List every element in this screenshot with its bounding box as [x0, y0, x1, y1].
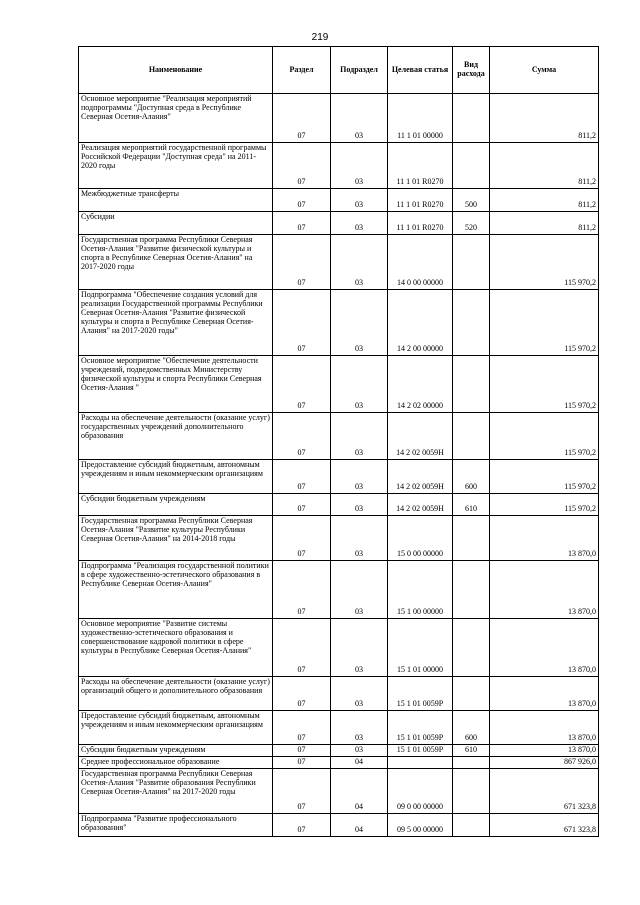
row-section: 07	[273, 619, 331, 677]
row-section: 07	[273, 212, 331, 235]
row-exp-type	[453, 619, 490, 677]
row-subsection: 03	[331, 745, 388, 757]
table-row	[79, 235, 599, 290]
row-name: Подпрограмма "Реализация государственной политики в сфере художественно-эстетического образования в Республике Северная Осетия-Алания"	[79, 561, 273, 619]
table-row	[79, 561, 599, 619]
row-subsection: 03	[331, 677, 388, 711]
row-target: 14 2 00 00000	[388, 290, 453, 356]
row-exp-type	[453, 356, 490, 413]
row-subsection: 03	[331, 235, 388, 290]
row-target: 15 0 00 00000	[388, 516, 453, 561]
column-header-name: Наименование	[79, 47, 273, 94]
row-amount: 115 970,2	[490, 290, 599, 356]
row-name: Субсидии	[79, 212, 273, 235]
row-subsection: 04	[331, 814, 388, 837]
row-exp-type: 500	[453, 189, 490, 212]
row-name: Реализация мероприятий государственной программы Российской Федерации "Доступная среда" на 2011-2020 годы	[79, 143, 273, 189]
table-row	[79, 356, 599, 413]
row-name: Предоставление субсидий бюджетным, автономным учреждениям и иным некоммерческим организациям	[79, 460, 273, 494]
row-name: Субсидии бюджетным учреждениям	[79, 745, 273, 757]
row-target: 11 1 01 R0270	[388, 189, 453, 212]
table-row	[79, 413, 599, 460]
column-header-target: Целевая статья	[388, 47, 453, 94]
row-name: Подпрограмма "Обеспечение создания условий для реализации Государственной программы Республики Северная Осетия-Алания "Развитие физической культуры и спорта в Республике Северная Осетия-Алания" на 2017-2020 годы"	[79, 290, 273, 356]
row-subsection: 03	[331, 290, 388, 356]
table-row	[79, 757, 599, 769]
column-header-amount: Сумма	[490, 47, 599, 94]
row-target: 14 2 02 0059Н	[388, 494, 453, 516]
row-section: 07	[273, 677, 331, 711]
row-exp-type	[453, 94, 490, 143]
row-exp-type	[453, 413, 490, 460]
row-exp-type: 610	[453, 494, 490, 516]
row-name: Субсидии бюджетным учреждениям	[79, 494, 273, 516]
row-amount: 13 870,0	[490, 745, 599, 757]
table-row	[79, 212, 599, 235]
row-amount: 811,2	[490, 143, 599, 189]
row-name: Межбюджетные трансферты	[79, 189, 273, 212]
row-section: 07	[273, 745, 331, 757]
row-target: 11 1 01 00000	[388, 94, 453, 143]
table-row	[79, 677, 599, 711]
row-exp-type	[453, 516, 490, 561]
row-section: 07	[273, 235, 331, 290]
row-exp-type: 610	[453, 745, 490, 757]
row-subsection: 04	[331, 769, 388, 814]
row-target: 15 1 01 0059Р	[388, 711, 453, 745]
row-exp-type: 520	[453, 212, 490, 235]
table-row	[79, 516, 599, 561]
row-section: 07	[273, 516, 331, 561]
row-section: 07	[273, 757, 331, 769]
table-row	[79, 189, 599, 212]
row-exp-type	[453, 235, 490, 290]
row-name: Предоставление субсидий бюджетным, автономным учреждениям и иным некоммерческим организациям	[79, 711, 273, 745]
row-target: 15 1 01 0059Р	[388, 677, 453, 711]
row-subsection: 03	[331, 413, 388, 460]
row-target: 14 2 02 0059Н	[388, 460, 453, 494]
row-target: 09 5 00 00000	[388, 814, 453, 837]
row-target: 09 0 00 00000	[388, 769, 453, 814]
row-amount: 115 970,2	[490, 460, 599, 494]
table-row	[79, 94, 599, 143]
row-name: Государственная программа Республики Северная Осетия-Алания "Развитие образования Республики Северная Осетия-Алания" на 2017-2020 годы	[79, 769, 273, 814]
table-row	[79, 769, 599, 814]
row-section: 07	[273, 561, 331, 619]
row-name: Основное мероприятие "Реализация мероприятий подпрограммы "Доступная среда в Республике Северная Осетия-Алания"	[79, 94, 273, 143]
row-subsection: 03	[331, 94, 388, 143]
row-target: 15 1 00 00000	[388, 561, 453, 619]
table-header-row	[79, 47, 599, 94]
row-exp-type: 600	[453, 460, 490, 494]
row-name: Государственная программа Республики Северная Осетия-Алания "Развитие физической культуры и спорта в Республике Северная Осетия-Алания" на 2017-2020 годы	[79, 235, 273, 290]
row-amount: 811,2	[490, 189, 599, 212]
table-row	[79, 619, 599, 677]
table-row	[79, 745, 599, 757]
row-section: 07	[273, 494, 331, 516]
row-subsection: 03	[331, 561, 388, 619]
row-amount: 671 323,8	[490, 814, 599, 837]
row-amount: 13 870,0	[490, 561, 599, 619]
row-exp-type	[453, 143, 490, 189]
row-subsection: 03	[331, 494, 388, 516]
row-section: 07	[273, 143, 331, 189]
row-amount: 13 870,0	[490, 516, 599, 561]
row-target: 14 2 02 00000	[388, 356, 453, 413]
row-subsection: 04	[331, 757, 388, 769]
page-number: 219	[311, 32, 329, 43]
row-amount: 811,2	[490, 94, 599, 143]
row-section: 07	[273, 189, 331, 212]
row-exp-type	[453, 757, 490, 769]
row-amount: 811,2	[490, 212, 599, 235]
row-amount: 115 970,2	[490, 235, 599, 290]
row-exp-type	[453, 290, 490, 356]
column-header-section: Раздел	[273, 47, 331, 94]
row-target: 15 1 01 0059Р	[388, 745, 453, 757]
row-section: 07	[273, 356, 331, 413]
row-subsection: 03	[331, 711, 388, 745]
row-amount: 671 323,8	[490, 769, 599, 814]
row-section: 07	[273, 460, 331, 494]
row-section: 07	[273, 711, 331, 745]
table-row	[79, 814, 599, 837]
table-row	[79, 143, 599, 189]
row-subsection: 03	[331, 356, 388, 413]
row-exp-type	[453, 769, 490, 814]
table-row	[79, 711, 599, 745]
row-section: 07	[273, 290, 331, 356]
row-target: 15 1 01 00000	[388, 619, 453, 677]
table-row	[79, 460, 599, 494]
row-subsection: 03	[331, 212, 388, 235]
row-exp-type	[453, 814, 490, 837]
column-header-subsection: Подраздел	[331, 47, 388, 94]
row-amount: 115 970,2	[490, 356, 599, 413]
row-name: Подпрограмма "Развитие профессионального образования"	[79, 814, 273, 837]
row-amount: 13 870,0	[490, 619, 599, 677]
column-header-exp-type: Вид расхода	[453, 47, 490, 94]
row-target: 14 0 00 00000	[388, 235, 453, 290]
row-name: Расходы на обеспечение деятельности (оказание услуг) организаций общего и дополнительного образования	[79, 677, 273, 711]
row-subsection: 03	[331, 619, 388, 677]
row-target: 11 1 01 R0270	[388, 212, 453, 235]
row-section: 07	[273, 769, 331, 814]
row-subsection: 03	[331, 460, 388, 494]
row-amount: 13 870,0	[490, 711, 599, 745]
row-target: 11 1 01 R0270	[388, 143, 453, 189]
row-exp-type	[453, 561, 490, 619]
row-exp-type: 600	[453, 711, 490, 745]
row-section: 07	[273, 413, 331, 460]
row-amount: 867 926,0	[490, 757, 599, 769]
row-section: 07	[273, 814, 331, 837]
table-row	[79, 494, 599, 516]
row-subsection: 03	[331, 516, 388, 561]
row-name: Основное мероприятие "Обеспечение деятельности учреждений, подведомственных Министерству физической культуры и спорта Республики Северная Осетия-Алания "	[79, 356, 273, 413]
row-name: Расходы на обеспечение деятельности (оказание услуг) государственных учреждений дополнительного образования	[79, 413, 273, 460]
row-amount: 115 970,2	[490, 413, 599, 460]
budget-table	[78, 46, 599, 837]
table-row	[79, 290, 599, 356]
row-subsection: 03	[331, 189, 388, 212]
row-name: Среднее профессиональное образование	[79, 757, 273, 769]
row-target	[388, 757, 453, 769]
row-name: Государственная программа Республики Северная Осетия-Алания "Развитие культуры Республики Северная Осетия-Алания" на 2014-2018 годы	[79, 516, 273, 561]
row-subsection: 03	[331, 143, 388, 189]
row-exp-type	[453, 677, 490, 711]
row-name: Основное мероприятие "Развитие системы художественно-эстетического образования и совершенствование кадровой политики в сфере культуры в Республике Северная Осетия-Алания"	[79, 619, 273, 677]
row-section: 07	[273, 94, 331, 143]
row-target: 14 2 02 0059Н	[388, 413, 453, 460]
row-amount: 115 970,2	[490, 494, 599, 516]
row-amount: 13 870,0	[490, 677, 599, 711]
